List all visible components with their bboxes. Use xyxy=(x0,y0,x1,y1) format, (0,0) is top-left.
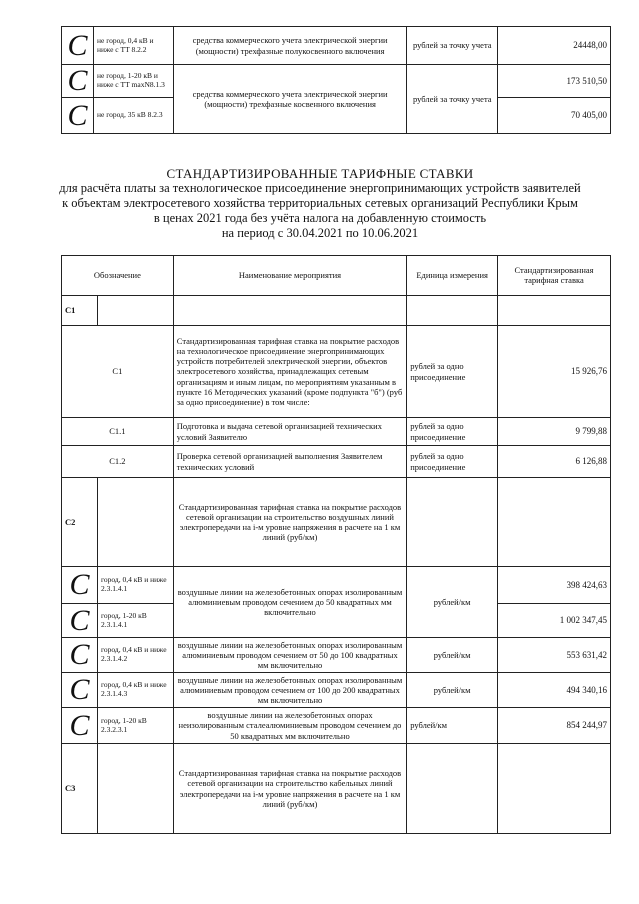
row-value: 6 126,88 xyxy=(498,446,611,478)
row-unit: рублей за точку учета xyxy=(407,65,498,134)
empty-cell xyxy=(97,478,173,567)
row-value: 9 799,88 xyxy=(498,418,611,446)
row-value: 494 340,16 xyxy=(498,673,611,708)
row-name: средства коммерческого учета электрической энергии (мощности) трехфазные полукосвенного включения xyxy=(173,27,407,65)
row-name: Стандартизированная тарифная ставка на покрытие расходов сетевой организации на строительство кабельных линий электропередачи на i-м уровне напряжения в расчете на 1 км линий (руб/км) xyxy=(173,744,406,834)
empty-cell xyxy=(407,744,498,834)
row-value: 173 510,50 xyxy=(498,65,611,98)
symbol-c: C xyxy=(62,27,94,65)
empty-cell xyxy=(173,296,406,326)
symbol-c: C xyxy=(62,638,98,673)
row-value: 1 002 347,45 xyxy=(498,604,611,638)
symbol-c: C xyxy=(62,604,98,638)
row-note: не город, 1-20 кВ и ниже с ТТ maxN8.1.3 xyxy=(93,65,173,98)
header-designation: Обозначение xyxy=(62,256,174,296)
section-label: C3 xyxy=(62,744,98,834)
header-unit: Единица измерения xyxy=(407,256,498,296)
row-note: не город, 35 кВ 8.2.3 xyxy=(93,98,173,134)
empty-cell xyxy=(97,744,173,834)
row-name: Стандартизированная тарифная ставка на покрытие расходов на технологическое присоединение энергопринимающих устройств потребителей электрической энергии, объектов электросетевого хозяйства, принадлежащих сетевым организациям и иным лицам, по мероприятиям указанным в пункте 16 Методических указаний (кроме подпункта "б") (руб за одно присоединение) в том числе: xyxy=(173,326,406,418)
row-value: 854 244,97 xyxy=(498,708,611,744)
row-name: воздушные линии на железобетонных опорах изолированным алюминиевым проводом сечением до 50 квадратных мм включительно xyxy=(173,567,406,638)
row-unit: рублей/км xyxy=(407,708,498,744)
tariff-table xyxy=(61,255,611,834)
row-value: 70 405,00 xyxy=(498,98,611,134)
heading-line: к объектам электросетевого хозяйства территориальных сетевых организаций Республики Крым xyxy=(62,196,578,210)
symbol-c: C xyxy=(62,65,94,98)
heading-line: для расчёта платы за технологическое присоединение энергопринимающих устройств заявителей xyxy=(59,181,581,195)
row-unit: рублей/км xyxy=(407,638,498,673)
row-note: город, 0,4 кВ и ниже 2.3.1.4.2 xyxy=(97,638,173,673)
row-name: воздушные линии на железобетонных опорах изолированным алюминиевым проводом сечением от 100 до 200 квадратных мм включительно xyxy=(173,673,406,708)
row-code: C1.1 xyxy=(62,418,174,446)
empty-cell xyxy=(498,744,611,834)
row-unit: рублей/км xyxy=(407,567,498,638)
header-name: Наименование мероприятия xyxy=(173,256,406,296)
row-value: 24448,00 xyxy=(498,27,611,65)
symbol-c: C xyxy=(62,98,94,134)
row-note: не город, 0,4 кВ и ниже с ТТ 8.2.2 xyxy=(93,27,173,65)
row-code: C1 xyxy=(62,326,174,418)
row-name: воздушные линии на железобетонных опорах изолированным алюминиевым проводом сечением от 50 до 100 квадратных мм включительно xyxy=(173,638,406,673)
row-value: 553 631,42 xyxy=(498,638,611,673)
symbol-c: C xyxy=(62,673,98,708)
symbol-c: C xyxy=(62,708,98,744)
document-heading xyxy=(30,166,610,241)
section-label: C1 xyxy=(62,296,98,326)
symbol-c: C xyxy=(62,567,98,604)
row-note: город, 0,4 кВ и ниже 2.3.1.4.3 xyxy=(97,673,173,708)
row-unit: рублей за одно присоединение xyxy=(407,326,498,418)
empty-cell xyxy=(97,296,173,326)
row-value: 398 424,63 xyxy=(498,567,611,604)
row-name: Подготовка и выдача сетевой организацией технических условий Заявителю xyxy=(173,418,406,446)
row-name: Стандартизированная тарифная ставка на покрытие расходов сетевой организации на строительство воздушных линий электропередачи на i-м уровне напряжения в расчете на 1 км линий (руб/км) xyxy=(173,478,406,567)
row-value: 15 926,76 xyxy=(498,326,611,418)
row-unit: рублей за точку учета xyxy=(407,27,498,65)
heading-title: СТАНДАРТИЗИРОВАННЫЕ ТАРИФНЫЕ СТАВКИ xyxy=(166,166,474,181)
row-note: город, 0,4 кВ и ниже 2.3.1.4.1 xyxy=(97,567,173,604)
row-unit: рублей за одно присоединение xyxy=(407,418,498,446)
row-name: воздушные линии на железобетонных опорах неизолированным сталеалюминиевым проводом сечением до 50 квадратных мм включительно xyxy=(173,708,406,744)
header-rate: Стандартизированная тарифная ставка xyxy=(498,256,611,296)
row-code: C1.2 xyxy=(62,446,174,478)
row-name: Проверка сетевой организацией выполнения Заявителем технических условий xyxy=(173,446,406,478)
row-note: город, 1-20 кВ 2.3.2.3.1 xyxy=(97,708,173,744)
row-note: город, 1-20 кВ 2.3.1.4.1 xyxy=(97,604,173,638)
empty-cell xyxy=(498,296,611,326)
row-name: средства коммерческого учета электрической энергии (мощности) трехфазные косвенного включения xyxy=(173,65,407,134)
row-unit: рублей/км xyxy=(407,673,498,708)
empty-cell xyxy=(498,478,611,567)
empty-cell xyxy=(407,478,498,567)
top-table xyxy=(61,26,611,134)
heading-line: в ценах 2021 года без учёта налога на добавленную стоимость xyxy=(153,211,487,225)
heading-period: на период с 30.04.2021 по 10.06.2021 xyxy=(221,226,419,240)
row-unit: рублей за одно присоединение xyxy=(407,446,498,478)
empty-cell xyxy=(407,296,498,326)
section-label: C2 xyxy=(62,478,98,567)
